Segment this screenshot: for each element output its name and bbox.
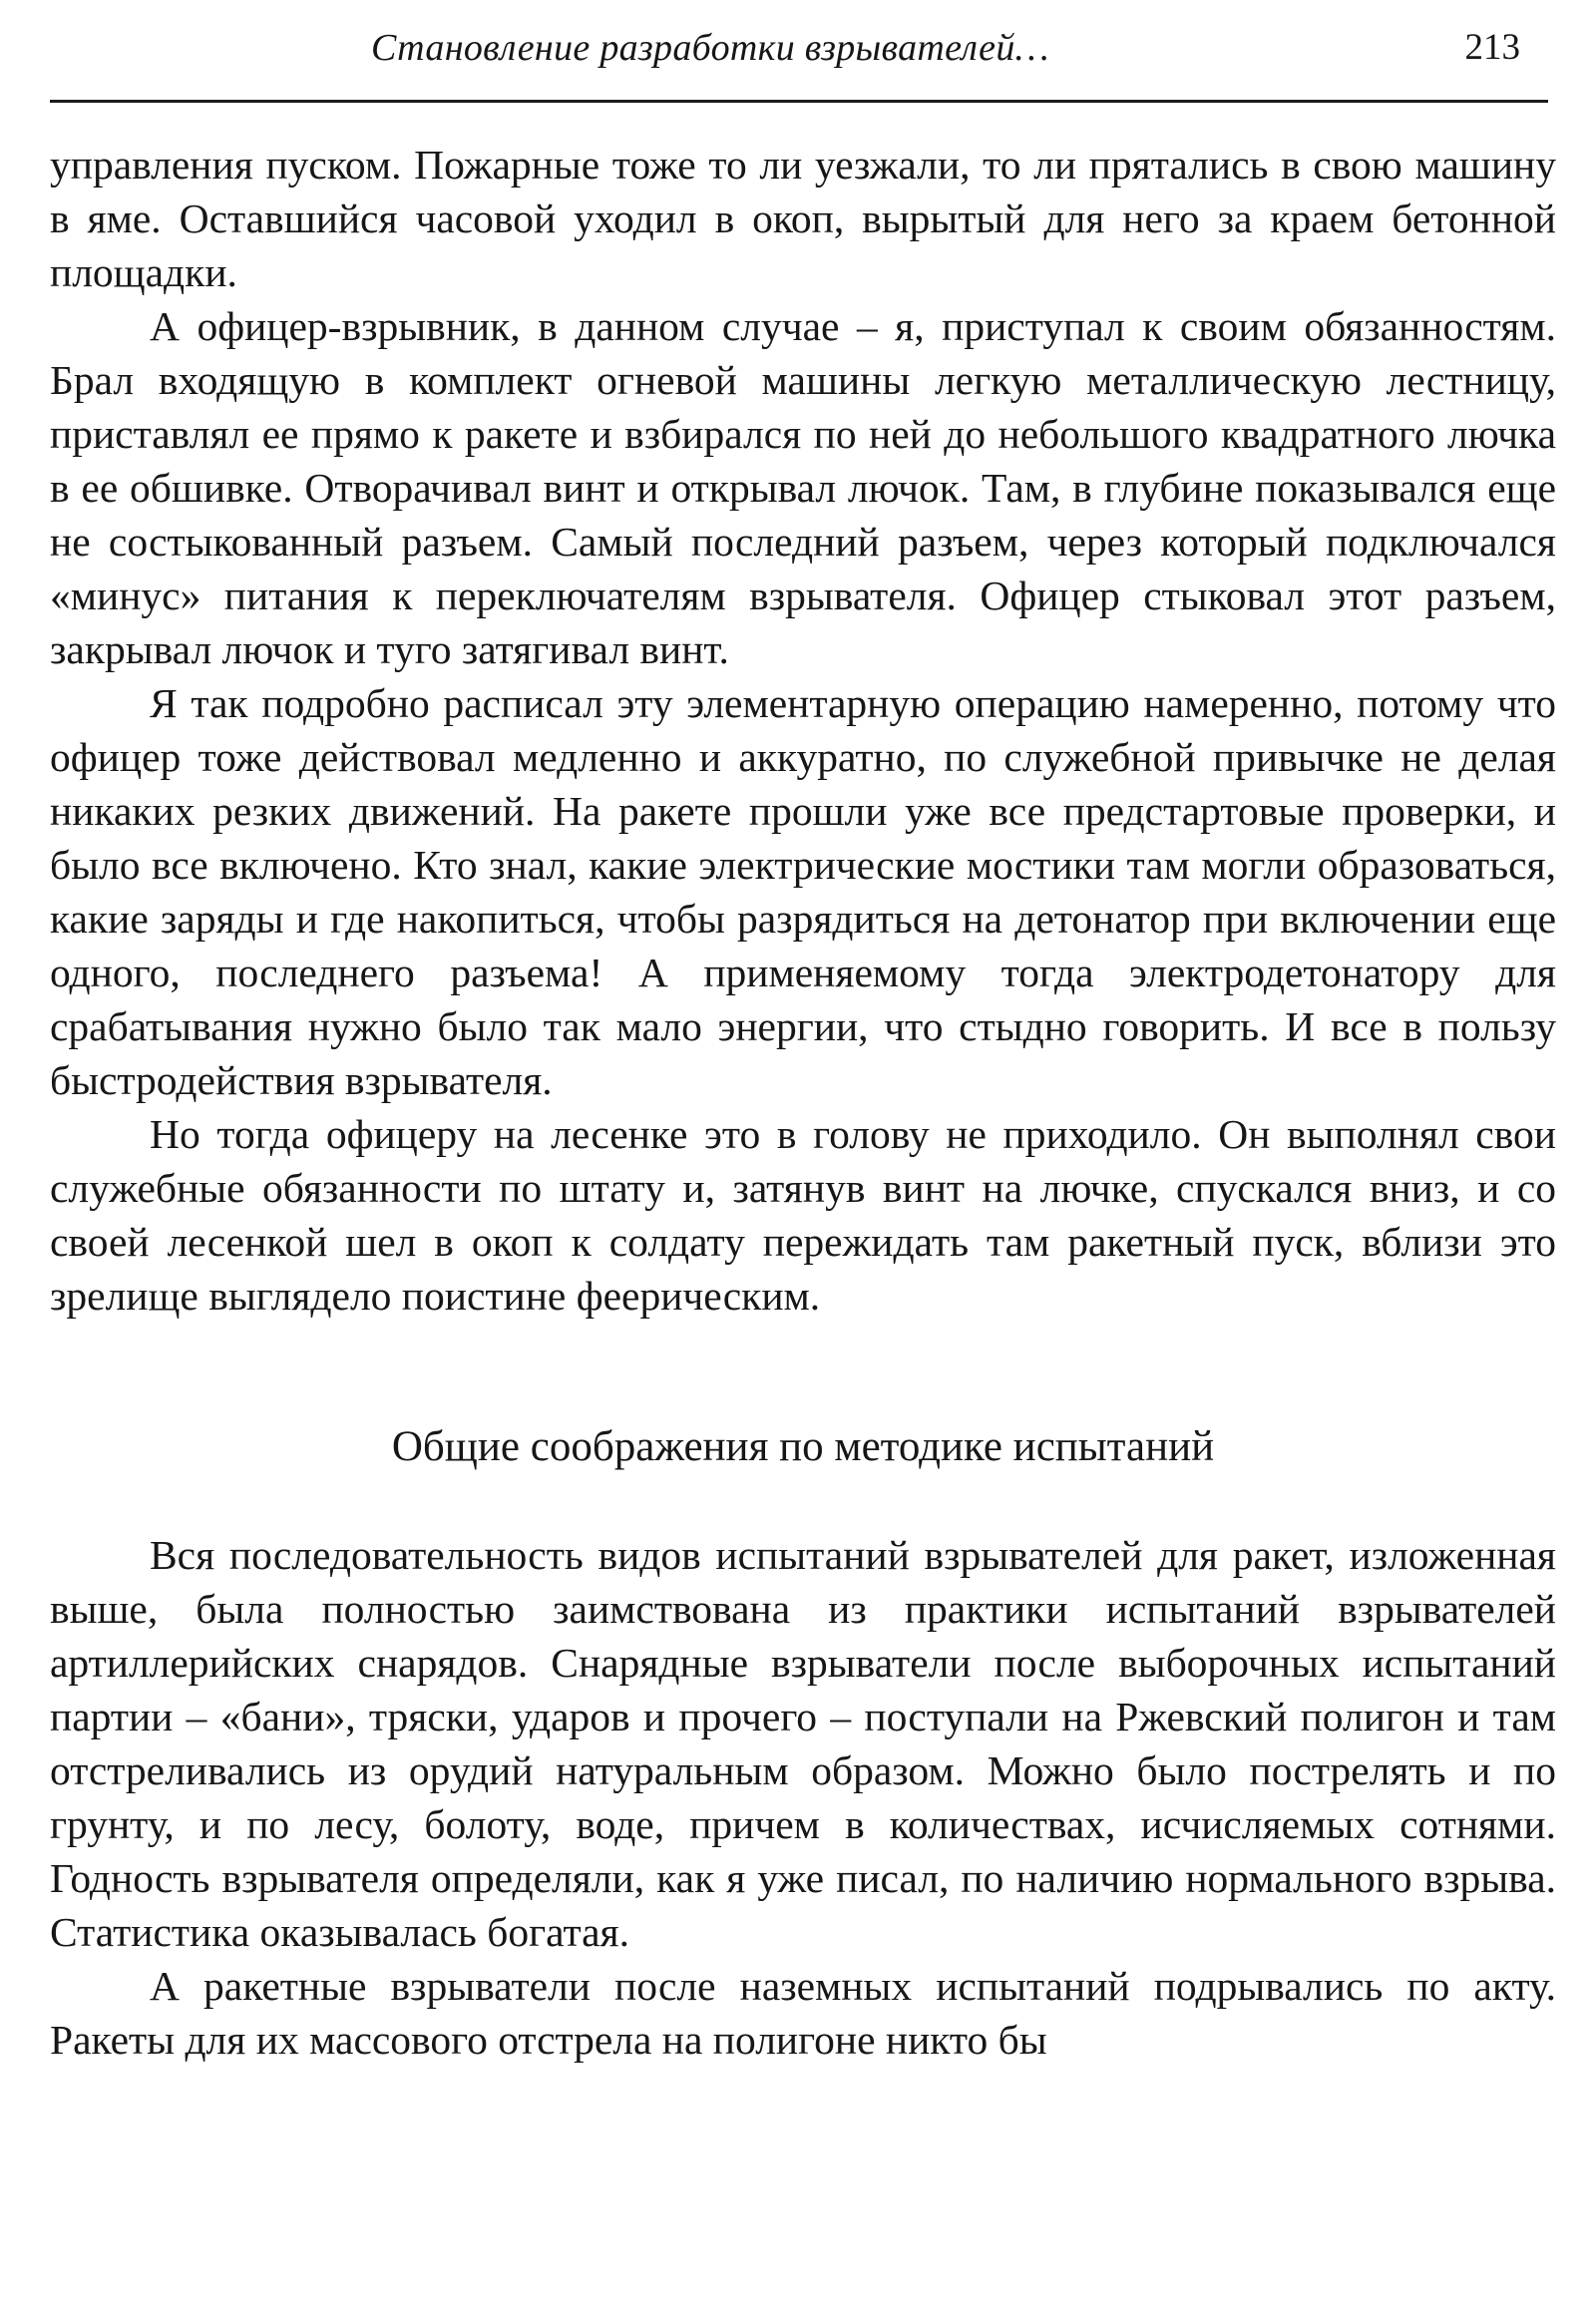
section-heading: Общие соображения по методике испытаний [391,1423,1215,1470]
running-title: Становление разработки взрывателей… [371,27,1049,69]
body-text [50,138,1556,2067]
paragraph-officer-duties: А офицер-взрывник, в данном случае – я, приступал к своим обязанностям. Брал входящую в комплект огневой машины легкую металлическую лестницу, приставлял ее прямо к ракете и взбирался по ней до небольшого квадратного лючка в ее обшивке. Отворачивал винт и открывал лючок. Там, в глубине показывался еще не состыкованный разъем. Самый последний разъем, через который подключался «минус» питания к переключателям взрывателя. Офицер стыковал этот разъем, закрывал лючок и туго затягивал винт. [50,303,1556,672]
paragraph-continued: управления пуском. Пожарные тоже то ли уезжали, то ли прятались в свою машину в яме. Оставшийся часовой уходил в окоп, вырытый для него за краем бетонной площадки. [50,142,1556,295]
header-rule [50,100,1548,103]
page-number: 213 [1464,27,1520,68]
paragraph-launch-wait: Но тогда офицеру на лесенке это в голову не приходило. Он выполнял свои служебные обязанности по штату и, затянув винт на лючке, спускался вниз, и со своей лесенкой шел в окоп к солдату пережидать там ракетный пуск, вблизи это зрелище выглядело поистине феерическим. [50,1111,1556,1319]
book-page [50,0,1556,2311]
paragraph-rocket-fuzes: А ракетные взрыватели после наземных испытаний подрывались по акту. Ракеты для их массового отстрела на полигоне никто бы [50,1963,1556,2063]
paragraph-test-sequence: Вся последовательность видов испытаний взрывателей для ракет, изложенная выше, была полностью заимствована из практики испытаний взрывателей артиллерийских снарядов. Снарядные взрыватели после выборочных испытаний партии – «бани», тряски, ударов и прочего – поступали на Ржевский полигон и там отстреливались из орудий натуральным образом. Можно было пострелять и по грунту, и по лесу, болоту, воде, причем в количествах, исчисляемых сотнями. Годность взрывателя определяли, как я уже писал, по наличию нормального взрыва. Статистика оказывалась богатая. [50,1532,1556,1955]
paragraph-operation-details: Я так подробно расписал эту элементарную операцию намеренно, потому что офицер тоже действовал медленно и аккуратно, по служебной привычке не делая никаких резких движений. На ракете прошли уже все предстартовые проверки, и было все включено. Кто знал, какие электрические мостики там могли образоваться, какие заряды и где накопиться, чтобы разрядиться на детонатор при включении еще одного, последнего разъема! А применяемому тогда электродетонатору для срабатывания нужно было так мало энергии, что стыдно говорить. И все в пользу быстродействия взрывателя. [50,680,1556,1103]
running-header [50,22,1556,74]
